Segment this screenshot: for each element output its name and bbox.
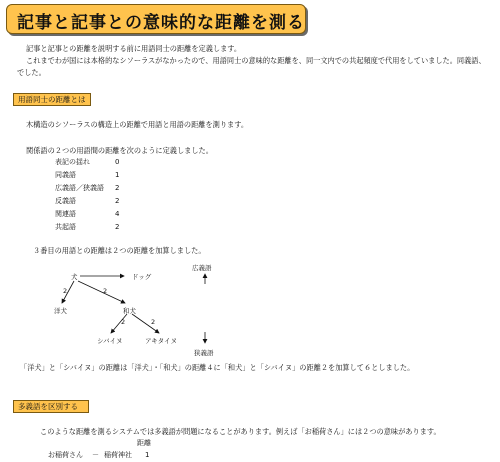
section1-text-3: ３番目の用語との距離は２つの距離を加算しました。 — [33, 246, 206, 255]
section1-text-2: 関係語の２つの用語間の距離を次のように定義しました。 — [26, 146, 213, 155]
section2-text-1: このような距離を測るシステムでは多義語が問題になることがあります。例えば「お稲荷さん」には２つの意味があります。 — [40, 427, 441, 436]
node-dog: ドッグ — [132, 273, 152, 281]
table-row-label: 表記の揺れ — [55, 158, 90, 166]
edge-weight-akita: 2 — [151, 318, 156, 326]
table-row-label: 同義語 — [55, 171, 76, 179]
edge-weight-right: 2 — [103, 287, 108, 295]
table-row-value: 2 — [115, 223, 120, 231]
node-akitainu: アキタイヌ — [145, 337, 178, 345]
node-inu: 犬 — [71, 273, 78, 281]
section1-conclusion: 「洋犬」と「シバイヌ」の距離は「洋犬」・「和犬」の距離４に「和犬」と「シバイヌ」の距離２を加算して６としました。 — [20, 363, 415, 372]
section1-text-1: 木構造のシソーラスの構造上の距離で用語と用語の距離を測ります。 — [26, 120, 249, 129]
section-heading-polysemy: 多義語を区別する — [13, 400, 89, 413]
table-row-label: 反義語 — [55, 197, 76, 205]
page-title: 記事と記事との意味的な距離を測る — [17, 13, 305, 33]
table-row-value: 1 — [115, 171, 120, 179]
broader-term-label: 広義語 — [192, 264, 212, 272]
table-row-label: 共起語 — [55, 223, 76, 231]
polysemy-table-header: 距離 — [137, 439, 151, 447]
table-row-label: 関連語 — [55, 210, 76, 218]
table-row-value: 2 — [115, 184, 120, 192]
table-row-value: 4 — [115, 210, 120, 218]
intro-line-3: でした。 — [17, 68, 46, 77]
table-row-value: 0 — [115, 158, 120, 166]
intro-line-2: これまでわが国には本格的なシソーラスがなかったので、用語同士の意味的な距離を、同一文内での共起頻度で代用をしていました。同義語、 — [26, 56, 486, 65]
polysemy-row-term: お稲荷さん — [48, 451, 83, 459]
edge-weight-left: 2 — [63, 287, 68, 295]
node-youken: 洋犬 — [54, 307, 67, 315]
node-wainu: 和犬 — [123, 307, 136, 315]
table-row-label: 広義語／狭義語 — [55, 184, 104, 192]
polysemy-row-word: 稲荷神社 — [104, 451, 132, 459]
polysemy-row-value: 1 — [145, 451, 150, 459]
node-shibainu: シバイヌ — [97, 337, 123, 345]
polysemy-row-separator: － — [92, 451, 99, 459]
section-heading-term-distance: 用語同士の距離とは — [13, 93, 91, 106]
table-row-value: 2 — [115, 197, 120, 205]
narrower-term-label: 狭義語 — [194, 349, 214, 357]
edge-inu-wainu — [78, 281, 125, 303]
edge-weight-shiba: 2 — [121, 318, 126, 326]
intro-line-1: 記事と記事との距離を説明する前に用語同士の距離を定義します。 — [26, 44, 242, 53]
